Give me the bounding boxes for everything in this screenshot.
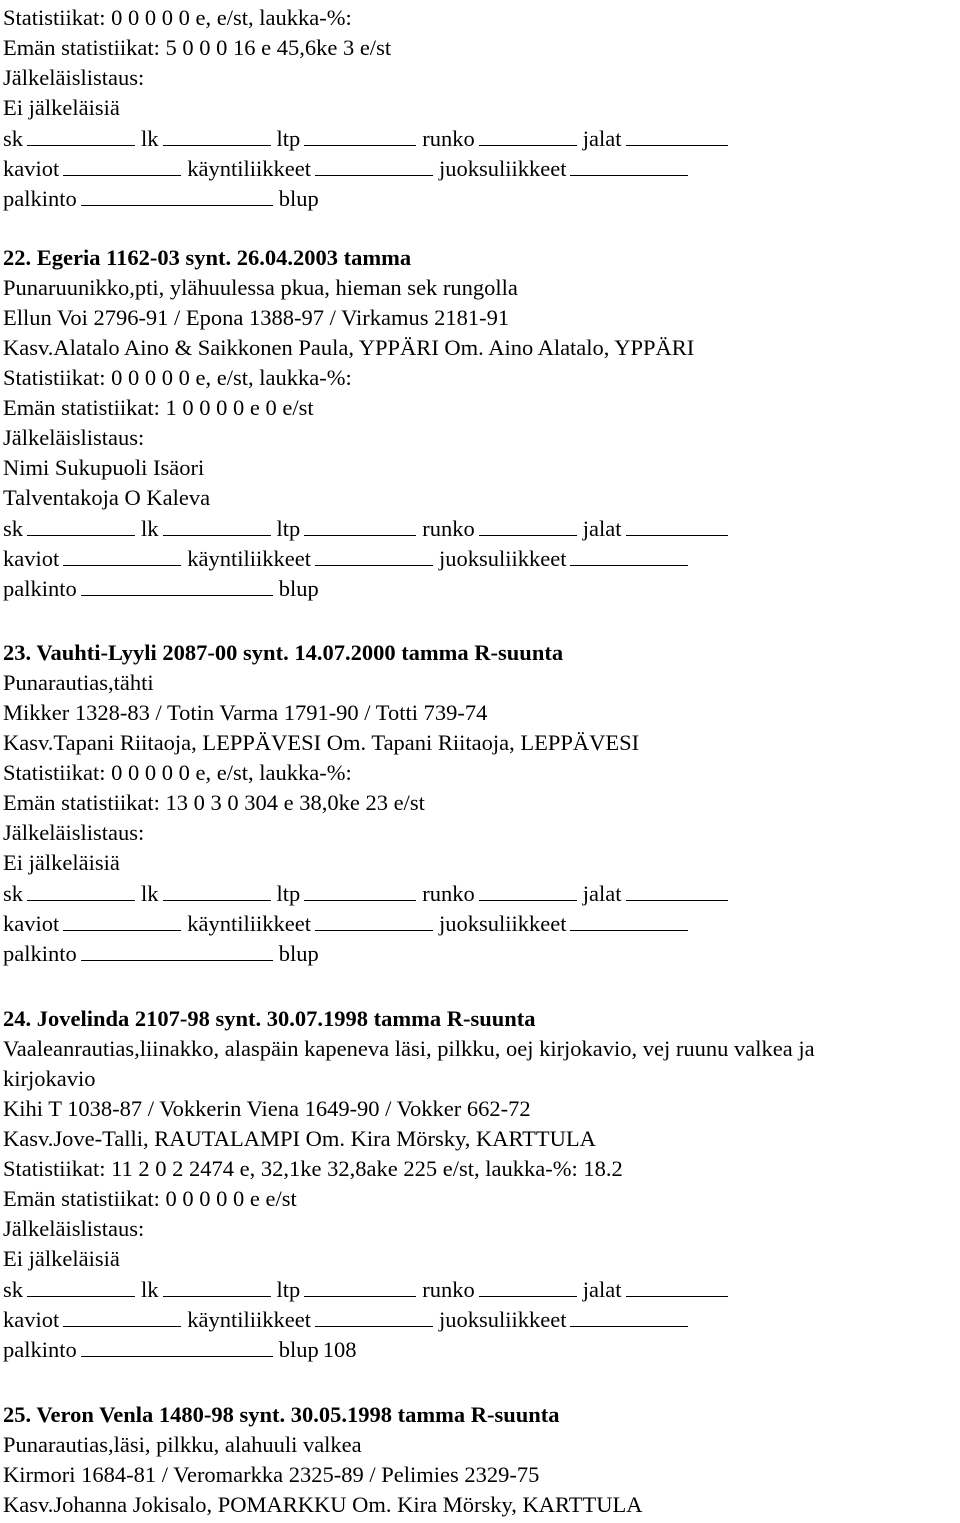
entry-23-offspring-heading: Jälkeläislistaus: (3, 820, 145, 845)
entry-24-color-line-2: kirjokavio (3, 1066, 96, 1091)
score-row-3 (3, 183, 323, 213)
sk-label: sk (3, 516, 24, 541)
entry-25-title: 25. Veron Venla 1480-98 synt. 30.05.1998 tamma R-suunta (3, 1402, 560, 1427)
juoksuliikkeet-blank[interactable] (570, 908, 688, 931)
blup-value: 108 (322, 1337, 357, 1362)
entry-22-dam-stats: Emän statistiikat: 1 0 0 0 0 e 0 e/st (3, 395, 314, 420)
entry-24-title: 24. Jovelinda 2107-98 synt. 30.07.1998 tamma R-suunta (3, 1006, 536, 1031)
juoksuliikkeet-blank[interactable] (570, 1304, 688, 1327)
palkinto-label: palkinto (3, 941, 77, 966)
ltp-blank[interactable] (304, 878, 416, 901)
entry-24-stats: Statistiikat: 11 2 0 2 2474 e, 32,1ke 32,8ake 225 e/st, laukka-%: 18.2 (3, 1156, 623, 1181)
entry-22-offspring: Talventakoja O Kaleva (3, 485, 211, 510)
dam-stats-line: Emän statistiikat: 5 0 0 0 16 e 45,6ke 3 e/st (3, 35, 392, 60)
lk-blank[interactable] (163, 1274, 271, 1297)
runko-label: runko (422, 516, 475, 541)
kaviot-label: kaviot (3, 1307, 60, 1332)
runko-blank[interactable] (479, 1274, 577, 1297)
sk-blank[interactable] (27, 513, 135, 536)
sk-label: sk (3, 126, 24, 151)
entry-22-stats: Statistiikat: 0 0 0 0 0 e, e/st, laukka-%: (3, 365, 352, 390)
entry-22-score-row-3 (3, 573, 323, 603)
entry-22-breeder-owner: Kasv.Alatalo Aino & Saikkonen Paula, YPPÄRI Om. Aino Alatalo, YPPÄRI (3, 335, 695, 360)
lk-blank[interactable] (163, 878, 271, 901)
kayntiliikkeet-label: käyntiliikkeet (187, 156, 311, 181)
ltp-blank[interactable] (304, 123, 416, 146)
entry-24-pedigree: Kihi T 1038-87 / Vokkerin Viena 1649-90 / Vokker 662-72 (3, 1096, 531, 1121)
lk-blank[interactable] (163, 123, 271, 146)
blup-label: blup (278, 941, 319, 966)
juoksuliikkeet-label: juoksuliikkeet (438, 546, 567, 571)
ltp-label: ltp (276, 516, 301, 541)
palkinto-blank[interactable] (81, 1334, 273, 1357)
runko-label: runko (422, 1277, 475, 1302)
kaviot-blank[interactable] (63, 543, 181, 566)
entry-22-score-row-2 (3, 543, 694, 573)
entry-24-dam-stats: Emän statistiikat: 0 0 0 0 0 e e/st (3, 1186, 297, 1211)
entry-24-score-row-3 (3, 1334, 357, 1364)
entry-24-offspring: Ei jälkeläisiä (3, 1246, 120, 1271)
jalat-label: jalat (582, 516, 622, 541)
score-row-1 (3, 123, 734, 153)
lk-label: lk (141, 1277, 159, 1302)
entry-22-color: Punaruunikko,pti, ylähuulessa pkua, hieman sek rungolla (3, 275, 518, 300)
palkinto-label: palkinto (3, 1337, 77, 1362)
entry-23-score-row-2 (3, 908, 694, 938)
kayntiliikkeet-label: käyntiliikkeet (187, 546, 311, 571)
lk-blank[interactable] (163, 513, 271, 536)
sk-blank[interactable] (27, 878, 135, 901)
ltp-label: ltp (276, 881, 301, 906)
entry-23-color: Punarautias,tähti (3, 670, 154, 695)
lk-label: lk (141, 881, 159, 906)
entry-22-offspring-header: Nimi Sukupuoli Isäori (3, 455, 205, 480)
kaviot-label: kaviot (3, 546, 60, 571)
kaviot-blank[interactable] (63, 1304, 181, 1327)
runko-blank[interactable] (479, 513, 577, 536)
jalat-blank[interactable] (626, 513, 728, 536)
entry-23-pedigree: Mikker 1328-83 / Totin Varma 1791-90 / Totti 739-74 (3, 700, 488, 725)
entry-22-offspring-heading: Jälkeläislistaus: (3, 425, 145, 450)
palkinto-label: palkinto (3, 186, 77, 211)
kaviot-label: kaviot (3, 911, 60, 936)
kaviot-blank[interactable] (63, 153, 181, 176)
jalat-blank[interactable] (626, 1274, 728, 1297)
runko-label: runko (422, 126, 475, 151)
entry-24-breeder-owner: Kasv.Jove-Talli, RAUTALAMPI Om. Kira Mörsky, KARTTULA (3, 1126, 596, 1151)
kayntiliikkeet-blank[interactable] (315, 908, 433, 931)
entry-25-pedigree: Kirmori 1684-81 / Veromarkka 2325-89 / Pelimies 2329-75 (3, 1462, 540, 1487)
entry-23-offspring: Ei jälkeläisiä (3, 850, 120, 875)
lk-label: lk (141, 126, 159, 151)
kayntiliikkeet-label: käyntiliikkeet (187, 1307, 311, 1332)
ltp-blank[interactable] (304, 1274, 416, 1297)
runko-blank[interactable] (479, 123, 577, 146)
ltp-label: ltp (276, 1277, 301, 1302)
kayntiliikkeet-blank[interactable] (315, 153, 433, 176)
ltp-label: ltp (276, 126, 301, 151)
sk-blank[interactable] (27, 1274, 135, 1297)
entry-25-breeder-owner: Kasv.Johanna Jokisalo, POMARKKU Om. Kira Mörsky, KARTTULA (3, 1492, 643, 1517)
palkinto-blank[interactable] (81, 183, 273, 206)
entry-24-color-line-1: Vaaleanrautias,liinakko, alaspäin kapeneva läsi, pilkku, oej kirjokavio, vej ruunu valkea ja (3, 1036, 815, 1061)
runko-label: runko (422, 881, 475, 906)
entry-22-title: 22. Egeria 1162-03 synt. 26.04.2003 tamma (3, 245, 412, 270)
palkinto-blank[interactable] (81, 938, 273, 961)
jalat-label: jalat (582, 881, 622, 906)
entry-23-stats: Statistiikat: 0 0 0 0 0 e, e/st, laukka-%: (3, 760, 352, 785)
entry-23-breeder-owner: Kasv.Tapani Riitaoja, LEPPÄVESI Om. Tapani Riitaoja, LEPPÄVESI (3, 730, 640, 755)
entry-22-score-row-1 (3, 513, 734, 543)
kayntiliikkeet-label: käyntiliikkeet (187, 911, 311, 936)
jalat-blank[interactable] (626, 878, 728, 901)
entry-24-offspring-heading: Jälkeläislistaus: (3, 1216, 145, 1241)
juoksuliikkeet-label: juoksuliikkeet (438, 911, 567, 936)
ltp-blank[interactable] (304, 513, 416, 536)
sk-label: sk (3, 881, 24, 906)
entry-24-score-row-2 (3, 1304, 694, 1334)
sk-blank[interactable] (27, 123, 135, 146)
score-row-2 (3, 153, 694, 183)
entry-25-color: Punarautias,läsi, pilkku, alahuuli valkea (3, 1432, 362, 1457)
runko-blank[interactable] (479, 878, 577, 901)
jalat-label: jalat (582, 1277, 622, 1302)
juoksuliikkeet-blank[interactable] (570, 153, 688, 176)
kayntiliikkeet-blank[interactable] (315, 543, 433, 566)
stats-line: Statistiikat: 0 0 0 0 0 e, e/st, laukka-%: (3, 5, 352, 30)
sk-label: sk (3, 1277, 24, 1302)
kaviot-label: kaviot (3, 156, 60, 181)
blup-label: blup (278, 186, 319, 211)
lk-label: lk (141, 516, 159, 541)
juoksuliikkeet-label: juoksuliikkeet (438, 156, 567, 181)
entry-23-score-row-1 (3, 878, 734, 908)
entry-22-pedigree: Ellun Voi 2796-91 / Epona 1388-97 / Virkamus 2181-91 (3, 305, 510, 330)
blup-label: blup (278, 1337, 319, 1362)
juoksuliikkeet-blank[interactable] (570, 543, 688, 566)
offspring-heading: Jälkeläislistaus: (3, 65, 145, 90)
entry-23-title: 23. Vauhti-Lyyli 2087-00 synt. 14.07.2000 tamma R-suunta (3, 640, 564, 665)
palkinto-blank[interactable] (81, 573, 273, 596)
offspring-none: Ei jälkeläisiä (3, 95, 120, 120)
entry-24-score-row-1 (3, 1274, 734, 1304)
juoksuliikkeet-label: juoksuliikkeet (438, 1307, 567, 1332)
entry-23-score-row-3 (3, 938, 323, 968)
jalat-blank[interactable] (626, 123, 728, 146)
entry-23-dam-stats: Emän statistiikat: 13 0 3 0 304 e 38,0ke 23 e/st (3, 790, 425, 815)
palkinto-label: palkinto (3, 576, 77, 601)
jalat-label: jalat (582, 126, 622, 151)
kayntiliikkeet-blank[interactable] (315, 1304, 433, 1327)
blup-label: blup (278, 576, 319, 601)
kaviot-blank[interactable] (63, 908, 181, 931)
